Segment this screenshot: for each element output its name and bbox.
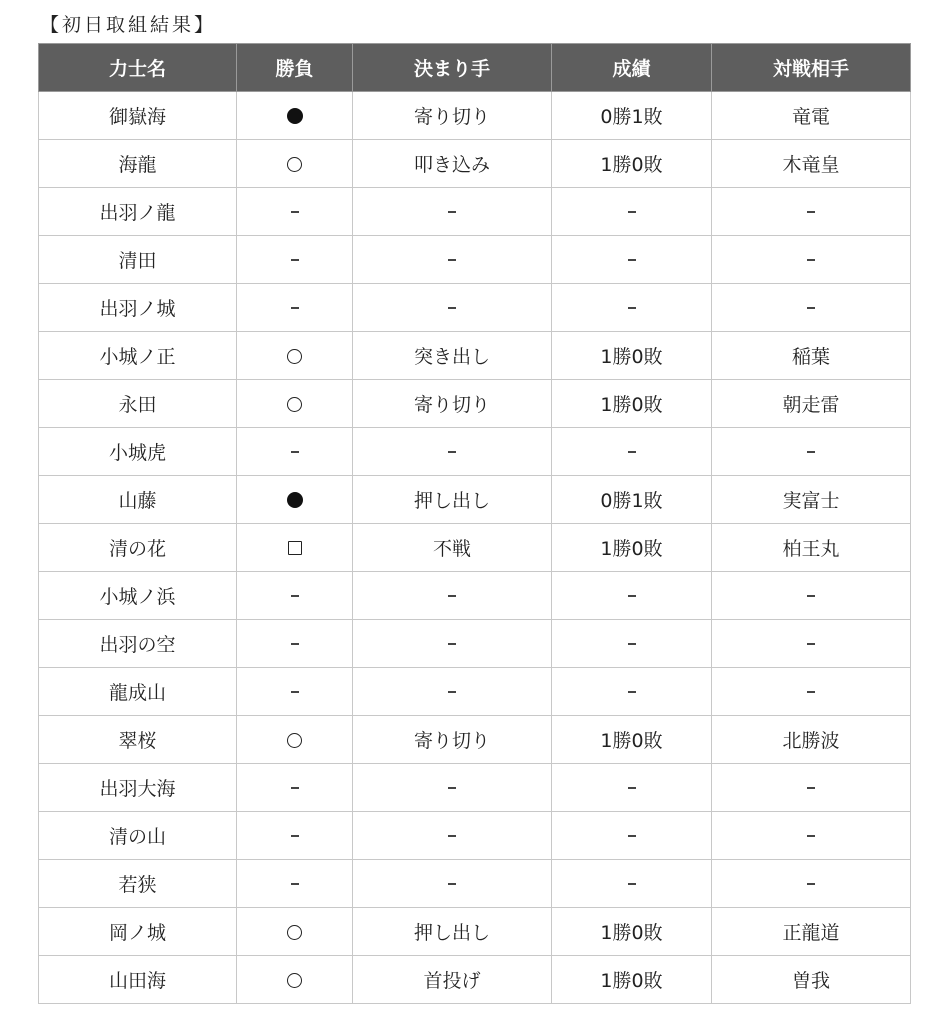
technique-cell [353, 860, 552, 908]
empty-dash-icon [807, 835, 815, 837]
record-cell [552, 284, 712, 332]
wrestler-name: 出羽ノ龍 [39, 188, 237, 236]
record-cell: 1勝0敗 [552, 908, 712, 956]
empty-dash-icon [628, 835, 636, 837]
empty-dash-icon [807, 691, 815, 693]
technique-cell [353, 620, 552, 668]
record-cell: 1勝0敗 [552, 332, 712, 380]
record-cell: 1勝0敗 [552, 716, 712, 764]
no-result-dash-icon [291, 883, 299, 885]
technique-cell: 叩き込み [353, 140, 552, 188]
opponent-cell: 木竜皇 [712, 140, 911, 188]
column-header-result: 勝負 [237, 44, 353, 92]
wrestler-name: 山田海 [39, 956, 237, 1004]
column-header-wrestler: 力士名 [39, 44, 237, 92]
empty-dash-icon [628, 211, 636, 213]
no-result-dash-icon [291, 835, 299, 837]
table-row [39, 956, 911, 1004]
result-cell [237, 140, 353, 188]
table-row [39, 764, 911, 812]
opponent-cell [712, 572, 911, 620]
wrestler-name: 出羽大海 [39, 764, 237, 812]
record-cell: 1勝0敗 [552, 956, 712, 1004]
column-header-technique: 決まり手 [353, 44, 552, 92]
result-cell [237, 764, 353, 812]
table-row [39, 380, 911, 428]
opponent-cell [712, 668, 911, 716]
opponent-cell: 実富士 [712, 476, 911, 524]
technique-cell [353, 668, 552, 716]
empty-dash-icon [448, 691, 456, 693]
no-result-dash-icon [291, 307, 299, 309]
win-circle-icon [287, 925, 302, 940]
no-result-dash-icon [291, 787, 299, 789]
win-circle-icon [287, 733, 302, 748]
opponent-cell [712, 428, 911, 476]
technique-cell: 寄り切り [353, 92, 552, 140]
wrestler-name: 永田 [39, 380, 237, 428]
opponent-cell [712, 812, 911, 860]
no-result-dash-icon [291, 691, 299, 693]
opponent-cell: 正龍道 [712, 908, 911, 956]
result-cell [237, 380, 353, 428]
empty-dash-icon [628, 883, 636, 885]
column-header-opponent: 対戦相手 [712, 44, 911, 92]
technique-cell [353, 236, 552, 284]
opponent-cell: 北勝波 [712, 716, 911, 764]
table-row [39, 860, 911, 908]
result-cell [237, 668, 353, 716]
empty-dash-icon [807, 259, 815, 261]
opponent-cell [712, 764, 911, 812]
no-result-dash-icon [291, 259, 299, 261]
technique-cell [353, 428, 552, 476]
table-row [39, 140, 911, 188]
record-cell: 1勝0敗 [552, 524, 712, 572]
table-row [39, 332, 911, 380]
record-cell [552, 236, 712, 284]
opponent-cell: 曽我 [712, 956, 911, 1004]
empty-dash-icon [807, 787, 815, 789]
empty-dash-icon [448, 211, 456, 213]
empty-dash-icon [807, 307, 815, 309]
forfeit-square-icon [288, 541, 302, 555]
page-heading: 【初日取組結果】 [40, 14, 217, 36]
empty-dash-icon [448, 883, 456, 885]
result-cell [237, 524, 353, 572]
opponent-cell: 柏王丸 [712, 524, 911, 572]
wrestler-name: 小城ノ正 [39, 332, 237, 380]
result-cell [237, 476, 353, 524]
result-cell [237, 332, 353, 380]
empty-dash-icon [448, 259, 456, 261]
technique-cell [353, 812, 552, 860]
table-row [39, 188, 911, 236]
results-table [38, 43, 911, 1004]
wrestler-name: 出羽の空 [39, 620, 237, 668]
result-cell [237, 716, 353, 764]
empty-dash-icon [628, 691, 636, 693]
empty-dash-icon [628, 451, 636, 453]
empty-dash-icon [628, 259, 636, 261]
result-cell [237, 908, 353, 956]
no-result-dash-icon [291, 643, 299, 645]
table-row [39, 476, 911, 524]
wrestler-name: 龍成山 [39, 668, 237, 716]
result-cell [237, 620, 353, 668]
table-row [39, 428, 911, 476]
record-cell [552, 428, 712, 476]
table-row [39, 620, 911, 668]
technique-cell [353, 188, 552, 236]
result-cell [237, 236, 353, 284]
record-cell: 1勝0敗 [552, 140, 712, 188]
record-cell [552, 764, 712, 812]
opponent-cell [712, 236, 911, 284]
table-row [39, 908, 911, 956]
result-cell [237, 92, 353, 140]
technique-cell: 不戦 [353, 524, 552, 572]
no-result-dash-icon [291, 451, 299, 453]
table-body [39, 92, 911, 1004]
result-cell [237, 812, 353, 860]
empty-dash-icon [807, 451, 815, 453]
technique-cell: 首投げ [353, 956, 552, 1004]
table-row [39, 716, 911, 764]
empty-dash-icon [628, 787, 636, 789]
wrestler-name: 清の花 [39, 524, 237, 572]
wrestler-name: 出羽ノ城 [39, 284, 237, 332]
opponent-cell [712, 860, 911, 908]
record-cell: 1勝0敗 [552, 380, 712, 428]
result-cell [237, 188, 353, 236]
wrestler-name: 清の山 [39, 812, 237, 860]
table-row [39, 236, 911, 284]
result-cell [237, 572, 353, 620]
record-cell [552, 188, 712, 236]
table-row [39, 668, 911, 716]
empty-dash-icon [807, 211, 815, 213]
opponent-cell [712, 188, 911, 236]
empty-dash-icon [807, 595, 815, 597]
empty-dash-icon [448, 307, 456, 309]
opponent-cell [712, 620, 911, 668]
record-cell [552, 620, 712, 668]
record-cell: 0勝1敗 [552, 92, 712, 140]
technique-cell: 突き出し [353, 332, 552, 380]
result-cell [237, 860, 353, 908]
table-header-row [39, 44, 911, 92]
empty-dash-icon [448, 835, 456, 837]
wrestler-name: 岡ノ城 [39, 908, 237, 956]
technique-cell: 押し出し [353, 908, 552, 956]
wrestler-name: 海龍 [39, 140, 237, 188]
win-circle-icon [287, 973, 302, 988]
record-cell [552, 668, 712, 716]
empty-dash-icon [448, 643, 456, 645]
empty-dash-icon [628, 595, 636, 597]
opponent-cell: 稲葉 [712, 332, 911, 380]
technique-cell: 寄り切り [353, 716, 552, 764]
empty-dash-icon [807, 643, 815, 645]
opponent-cell: 竜電 [712, 92, 911, 140]
column-header-record: 成績 [552, 44, 712, 92]
wrestler-name: 小城ノ浜 [39, 572, 237, 620]
record-cell [552, 860, 712, 908]
wrestler-name: 山藤 [39, 476, 237, 524]
record-cell [552, 572, 712, 620]
empty-dash-icon [448, 451, 456, 453]
table-row [39, 524, 911, 572]
empty-dash-icon [628, 643, 636, 645]
loss-filled-circle-icon [287, 492, 303, 508]
empty-dash-icon [628, 307, 636, 309]
table-row [39, 572, 911, 620]
table-row [39, 284, 911, 332]
record-cell [552, 812, 712, 860]
opponent-cell: 朝走雷 [712, 380, 911, 428]
wrestler-name: 翠桜 [39, 716, 237, 764]
wrestler-name: 小城虎 [39, 428, 237, 476]
technique-cell [353, 284, 552, 332]
win-circle-icon [287, 157, 302, 172]
no-result-dash-icon [291, 595, 299, 597]
result-cell [237, 956, 353, 1004]
empty-dash-icon [448, 595, 456, 597]
no-result-dash-icon [291, 211, 299, 213]
empty-dash-icon [807, 883, 815, 885]
technique-cell [353, 764, 552, 812]
result-cell [237, 428, 353, 476]
loss-filled-circle-icon [287, 108, 303, 124]
record-cell: 0勝1敗 [552, 476, 712, 524]
opponent-cell [712, 284, 911, 332]
table-row [39, 812, 911, 860]
table-row [39, 92, 911, 140]
technique-cell: 寄り切り [353, 380, 552, 428]
technique-cell: 押し出し [353, 476, 552, 524]
win-circle-icon [287, 397, 302, 412]
result-cell [237, 284, 353, 332]
technique-cell [353, 572, 552, 620]
wrestler-name: 若狭 [39, 860, 237, 908]
wrestler-name: 清田 [39, 236, 237, 284]
empty-dash-icon [448, 787, 456, 789]
wrestler-name: 御嶽海 [39, 92, 237, 140]
win-circle-icon [287, 349, 302, 364]
